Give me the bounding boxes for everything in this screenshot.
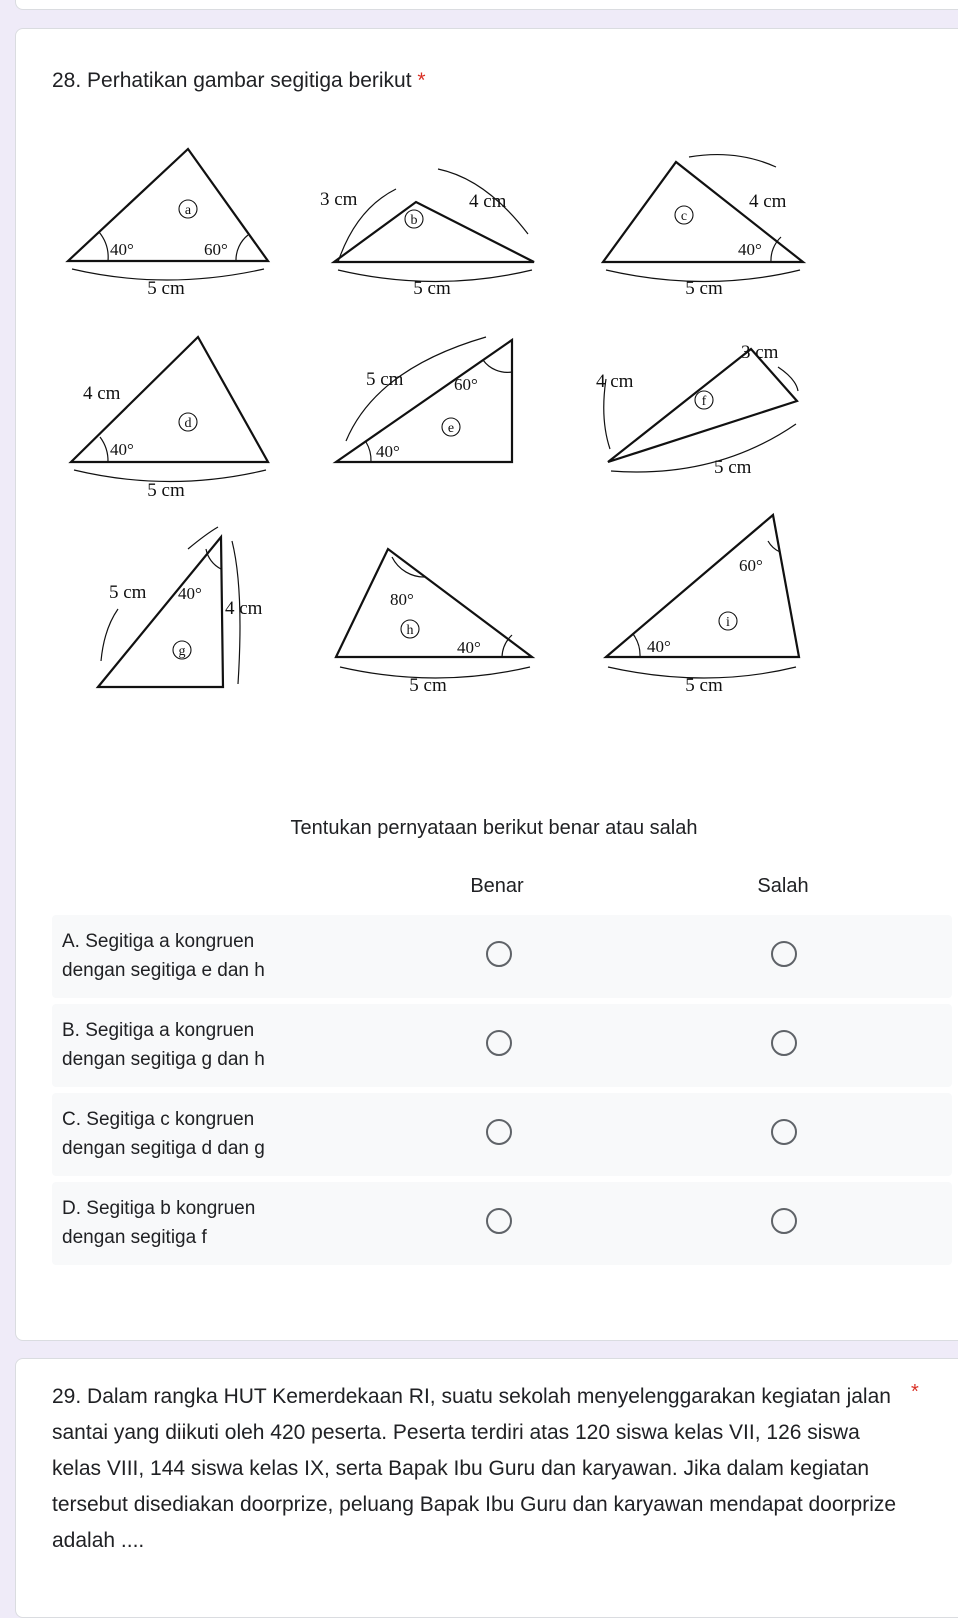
question-29-text: 29. Dalam rangka HUT Kemerdekaan RI, suatu sekolah menyelenggarakan kegiatan jalan santai yang diikuti oleh 420 peserta. Peserta terdiri atas 120 siswa kelas VII, 126 siswa kelas VIII, 144 siswa kelas IX, serta Bapak Ibu Guru dan karyawan. Jika dalam kegiatan tersebut disediakan doorprize, peluang Bapak Ibu Guru dan karyawan mendapat doorprize adalah .... [52,1385,897,1552]
f-side-top: 3 cm [741,342,779,363]
c-angle: 40° [738,240,762,259]
e-side: 5 cm [366,369,404,390]
f-side-bottom: 5 cm [714,457,752,478]
question-28-title: 28. Perhatikan gambar segitiga berikut * [52,69,426,92]
label-b: b [410,213,418,228]
e-angle-bottom: 40° [376,442,400,461]
column-header-salah: Salah [757,875,809,897]
required-mark: * [911,1381,919,1403]
grid-row-b [52,1004,952,1087]
h-side: 5 cm [409,675,447,696]
b-side-right: 4 cm [469,191,507,212]
h-angle-right: 40° [457,638,481,657]
a-side: 5 cm [147,278,185,299]
radio-salah[interactable] [771,1119,797,1145]
d-angle: 40° [110,440,134,459]
row-label: D. Segitiga b kongruen dengan segitiga f [62,1198,256,1248]
i-side: 5 cm [685,675,723,696]
triangle-c [603,162,803,262]
d-side-bottom: 5 cm [147,480,185,501]
label-h: h [406,623,414,638]
g-angle: 40° [178,584,202,603]
row-label: B. Segitiga a kongruen dengan segitiga g dan h [62,1020,265,1070]
instruction-text: Tentukan pernyataan berikut benar atau salah [290,817,698,839]
label-g: g [178,644,186,659]
triangle-e [336,340,512,462]
h-angle-top: 80° [390,590,414,609]
triangle-i [606,515,799,657]
radio-benar[interactable] [486,1030,512,1056]
grid-row-c [52,1093,952,1176]
question-28-card [15,28,958,1341]
radio-salah[interactable] [771,1208,797,1234]
g-side-left: 5 cm [109,582,147,603]
previous-question-card [15,0,958,10]
grid-row-a [52,915,952,998]
radio-benar[interactable] [486,1119,512,1145]
e-angle-top: 60° [454,375,478,394]
grid-row-d [52,1182,952,1265]
i-angle-left: 40° [647,637,671,656]
radio-benar[interactable] [486,1208,512,1234]
b-side-bottom: 5 cm [413,278,451,299]
label-d: d [184,416,192,431]
triangle-g [98,537,223,687]
label-i: i [726,615,730,630]
radio-salah[interactable] [771,941,797,967]
column-header-benar: Benar [470,875,524,897]
question-29-card [15,1358,958,1618]
g-side-right: 4 cm [225,598,263,619]
c-side-right: 4 cm [749,191,787,212]
row-label: A. Segitiga a kongruen dengan segitiga e dan h [62,931,265,981]
radio-salah[interactable] [771,1030,797,1056]
a-angle-left: 40° [110,240,134,259]
required-mark: * [417,69,426,92]
d-side-left: 4 cm [83,383,121,404]
f-side-left: 4 cm [596,371,634,392]
radio-benar[interactable] [486,941,512,967]
row-label: C. Segitiga c kongruen dengan segitiga d dan g [62,1109,265,1159]
triangle-figure [16,29,958,789]
triangle-h [336,549,532,657]
label-e: e [447,421,455,436]
triangle-a [68,149,268,261]
label-f: f [701,394,707,409]
label-a: a [184,203,192,218]
i-angle-top: 60° [739,556,763,575]
a-angle-right: 60° [204,240,228,259]
label-c: c [680,209,688,224]
c-side-bottom: 5 cm [685,278,723,299]
b-side-left: 3 cm [320,189,358,210]
